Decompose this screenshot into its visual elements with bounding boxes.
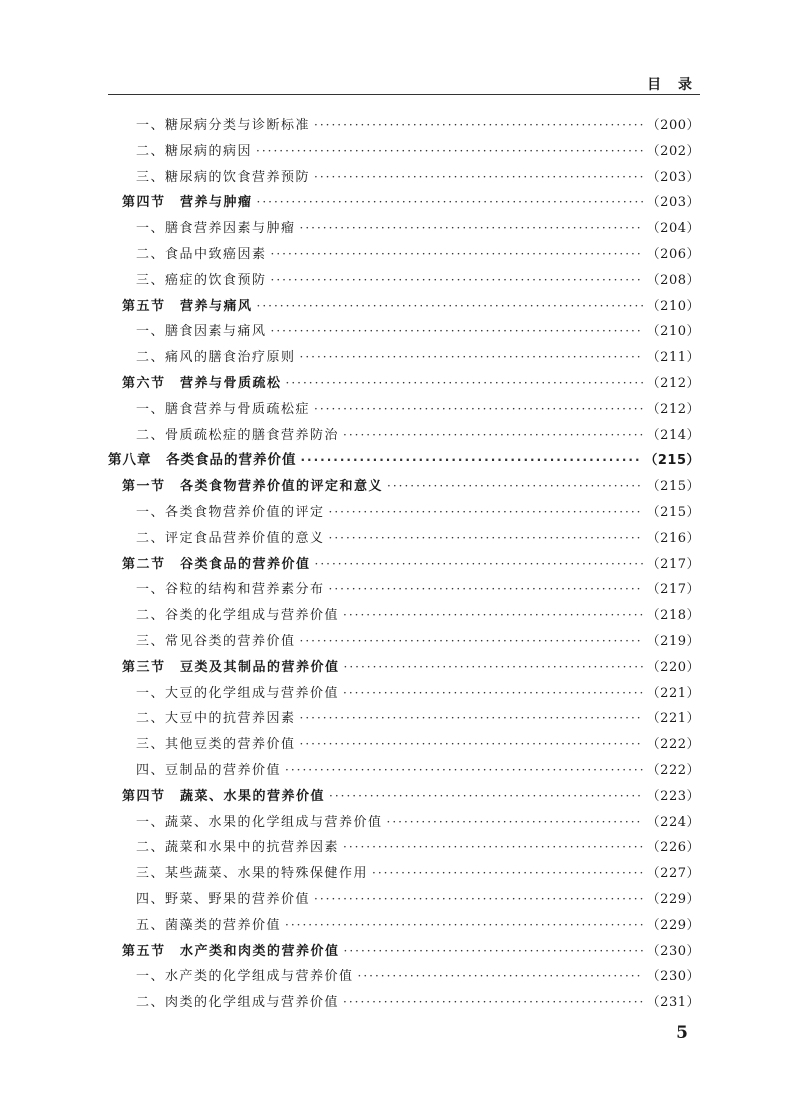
toc-entry-label: 二、谷类的化学组成与营养价值 (136, 608, 340, 624)
toc-entry-label: 一、谷粒的结构和营养素分布 (136, 582, 325, 598)
toc-entry-page: （219） (646, 633, 700, 649)
toc-entry-subsection[interactable] (108, 268, 700, 294)
dot-leader (314, 165, 643, 191)
toc-entry-page: （226） (646, 840, 700, 856)
dot-leader (300, 732, 643, 758)
toc-entry-page: （222） (646, 737, 700, 753)
toc-entry-label: 三、某些蔬菜、水果的特殊保健作用 (136, 866, 369, 882)
toc-entry-subsection[interactable] (108, 345, 700, 371)
dot-leader (301, 448, 641, 474)
toc-entry-label: 三、常见谷类的营养价值 (136, 633, 296, 649)
toc-entry-page: （210） (646, 324, 700, 340)
toc-entry-subsection[interactable] (108, 526, 700, 552)
toc-entry-section[interactable] (108, 474, 700, 500)
toc-entry-label: 二、肉类的化学组成与营养价值 (136, 995, 340, 1011)
toc-entry-label: 一、水产类的化学组成与营养价值 (136, 969, 354, 985)
toc-entry-label: 一、糖尿病分类与诊断标准 (136, 118, 311, 133)
toc-entry-section[interactable] (108, 784, 700, 810)
toc-entry-label: 第五节 营养与痛风 (122, 298, 253, 314)
toc-entry-page: （221） (646, 685, 700, 701)
toc-entry-label: 二、骨质疏松症的膳食营养防治 (136, 427, 340, 443)
toc-entry-section[interactable] (108, 655, 700, 681)
toc-entry-subsection[interactable] (108, 835, 700, 861)
toc-entry-label: 二、蔬菜和水果中的抗营养因素 (136, 840, 340, 856)
dot-leader (271, 242, 643, 268)
toc-entry-subsection[interactable] (108, 242, 700, 268)
dot-leader (344, 655, 643, 681)
toc-entry-label: 第五节 水产类和肉类的营养价值 (122, 943, 340, 959)
toc-entry-label: 二、痛风的膳食治疗原则 (136, 350, 296, 366)
table-of-contents (108, 113, 700, 1016)
toc-entry-subsection[interactable] (108, 990, 700, 1016)
toc-entry-page: （212） (646, 401, 700, 417)
toc-entry-subsection[interactable] (108, 397, 700, 423)
dot-leader (300, 216, 643, 242)
toc-entry-page: （216） (646, 530, 700, 546)
toc-entry-label: 三、其他豆类的营养价值 (136, 737, 296, 753)
toc-entry-subsection[interactable] (108, 887, 700, 913)
toc-entry-page: （203） (646, 169, 700, 185)
toc-entry-page: （227） (646, 866, 700, 882)
toc-entry-label: 第三节 豆类及其制品的营养价值 (122, 659, 340, 675)
toc-entry-page: （215） (646, 479, 700, 495)
toc-entry-label: 一、各类食物营养价值的评定 (136, 504, 325, 520)
toc-entry-subsection[interactable] (108, 706, 700, 732)
toc-entry-page: （214） (646, 427, 700, 443)
dot-leader (314, 113, 643, 139)
toc-entry-label: 一、膳食营养因素与肿瘤 (136, 221, 296, 237)
toc-entry-page: （215） (646, 504, 700, 520)
toc-entry-page: （223） (646, 788, 700, 804)
toc-entry-page: （217） (646, 582, 700, 598)
toc-entry-section[interactable] (108, 371, 700, 397)
toc-entry-subsection[interactable] (108, 319, 700, 345)
dot-leader (271, 268, 643, 294)
dot-leader (329, 784, 643, 810)
toc-entry-page: （229） (646, 917, 700, 933)
dot-leader (344, 939, 643, 965)
toc-entry-label: 二、大豆中的抗营养因素 (136, 711, 296, 727)
toc-entry-page: （222） (646, 762, 700, 778)
toc-entry-subsection[interactable] (108, 964, 700, 990)
toc-entry-label: 第四节 蔬菜、水果的营养价值 (122, 788, 326, 804)
toc-entry-page: （210） (646, 298, 700, 314)
toc-entry-page: （212） (646, 375, 700, 391)
toc-entry-label: 第二节 谷类食品的营养价值 (122, 556, 311, 572)
toc-entry-label: 二、评定食品营养价值的意义 (136, 530, 325, 546)
toc-entry-subsection[interactable] (108, 758, 700, 784)
dot-leader (343, 835, 643, 861)
toc-entry-label: 第八章 各类食品的营养价值 (108, 452, 297, 469)
toc-entry-subsection[interactable] (108, 629, 700, 655)
toc-entry-page: （215） (644, 453, 700, 469)
dot-leader (271, 319, 643, 345)
toc-entry-page: （208） (646, 272, 700, 288)
toc-entry-subsection[interactable] (108, 165, 700, 191)
running-header-title: 目 录 (647, 77, 698, 93)
toc-entry-page: （231） (646, 995, 700, 1011)
toc-entry-label: 一、膳食因素与痛风 (136, 324, 267, 340)
toc-entry-page: （218） (646, 608, 700, 624)
toc-entry-label: 三、癌症的饮食预防 (136, 272, 267, 288)
toc-entry-label: 第一节 各类食物营养价值的评定和意义 (122, 479, 384, 495)
toc-entry-subsection[interactable] (108, 113, 700, 139)
toc-entry-page: （229） (646, 891, 700, 907)
toc-entry-subsection[interactable] (108, 913, 700, 939)
dot-leader (343, 603, 643, 629)
toc-entry-label: 二、糖尿病的病因 (136, 143, 253, 159)
dot-leader (358, 964, 643, 990)
toc-entry-page: （211） (646, 350, 700, 366)
dot-leader (343, 681, 643, 707)
toc-entry-subsection[interactable] (108, 810, 700, 836)
dot-leader (256, 139, 643, 165)
toc-entry-subsection[interactable] (108, 732, 700, 758)
toc-entry-label: 一、膳食营养与骨质疏松症 (136, 401, 311, 417)
dot-leader (314, 887, 643, 913)
toc-entry-label: 三、糖尿病的饮食营养预防 (136, 169, 311, 185)
dot-leader (315, 552, 643, 578)
toc-entry-subsection[interactable] (108, 861, 700, 887)
running-header (108, 76, 700, 95)
dot-leader (300, 706, 643, 732)
dot-leader (343, 423, 643, 449)
toc-entry-label: 第四节 营养与肿瘤 (122, 195, 253, 211)
toc-entry-page: （217） (646, 556, 700, 572)
dot-leader (285, 913, 643, 939)
toc-entry-page: （200） (646, 118, 700, 133)
toc-entry-label: 四、野菜、野果的营养价值 (136, 891, 311, 907)
dot-leader (387, 474, 643, 500)
toc-entry-page: （220） (646, 659, 700, 675)
toc-entry-page: （204） (646, 221, 700, 237)
toc-entry-label: 四、豆制品的营养价值 (136, 762, 282, 778)
toc-entry-label: 五、菌藻类的营养价值 (136, 917, 282, 933)
toc-entry-chapter[interactable] (108, 448, 700, 474)
dot-leader (285, 758, 643, 784)
toc-entry-section[interactable] (108, 939, 700, 965)
toc-entry-section[interactable] (108, 294, 700, 320)
dot-leader (329, 526, 643, 552)
toc-entry-page: （224） (646, 814, 700, 830)
toc-entry-subsection[interactable] (108, 423, 700, 449)
toc-entry-label: 二、食品中致癌因素 (136, 246, 267, 262)
dot-leader (329, 500, 643, 526)
toc-entry-section[interactable] (108, 552, 700, 578)
toc-entry-page: （202） (646, 143, 700, 159)
dot-leader (343, 990, 643, 1016)
toc-entry-subsection[interactable] (108, 681, 700, 707)
toc-entry-label: 一、蔬菜、水果的化学组成与营养价值 (136, 814, 383, 830)
toc-entry-subsection[interactable] (108, 603, 700, 629)
dot-leader (300, 345, 643, 371)
toc-entry-page: （203） (646, 195, 700, 211)
dot-leader (257, 294, 643, 320)
toc-entry-subsection[interactable] (108, 500, 700, 526)
dot-leader (329, 577, 643, 603)
page-number: 5 (676, 1023, 688, 1043)
toc-entry-subsection[interactable] (108, 577, 700, 603)
toc-entry-label: 第六节 营养与骨质疏松 (122, 375, 282, 391)
toc-entry-page: （230） (646, 943, 700, 959)
toc-entry-section[interactable] (108, 190, 700, 216)
dot-leader (314, 397, 643, 423)
toc-entry-page: （230） (646, 969, 700, 985)
dot-leader (387, 810, 643, 836)
toc-entry-page: （221） (646, 711, 700, 727)
dot-leader (286, 371, 643, 397)
toc-entry-subsection[interactable] (108, 139, 700, 165)
dot-leader (300, 629, 643, 655)
toc-entry-subsection[interactable] (108, 216, 700, 242)
dot-leader (257, 190, 643, 216)
dot-leader (372, 861, 643, 887)
toc-entry-label: 一、大豆的化学组成与营养价值 (136, 685, 340, 701)
toc-entry-page: （206） (646, 246, 700, 262)
